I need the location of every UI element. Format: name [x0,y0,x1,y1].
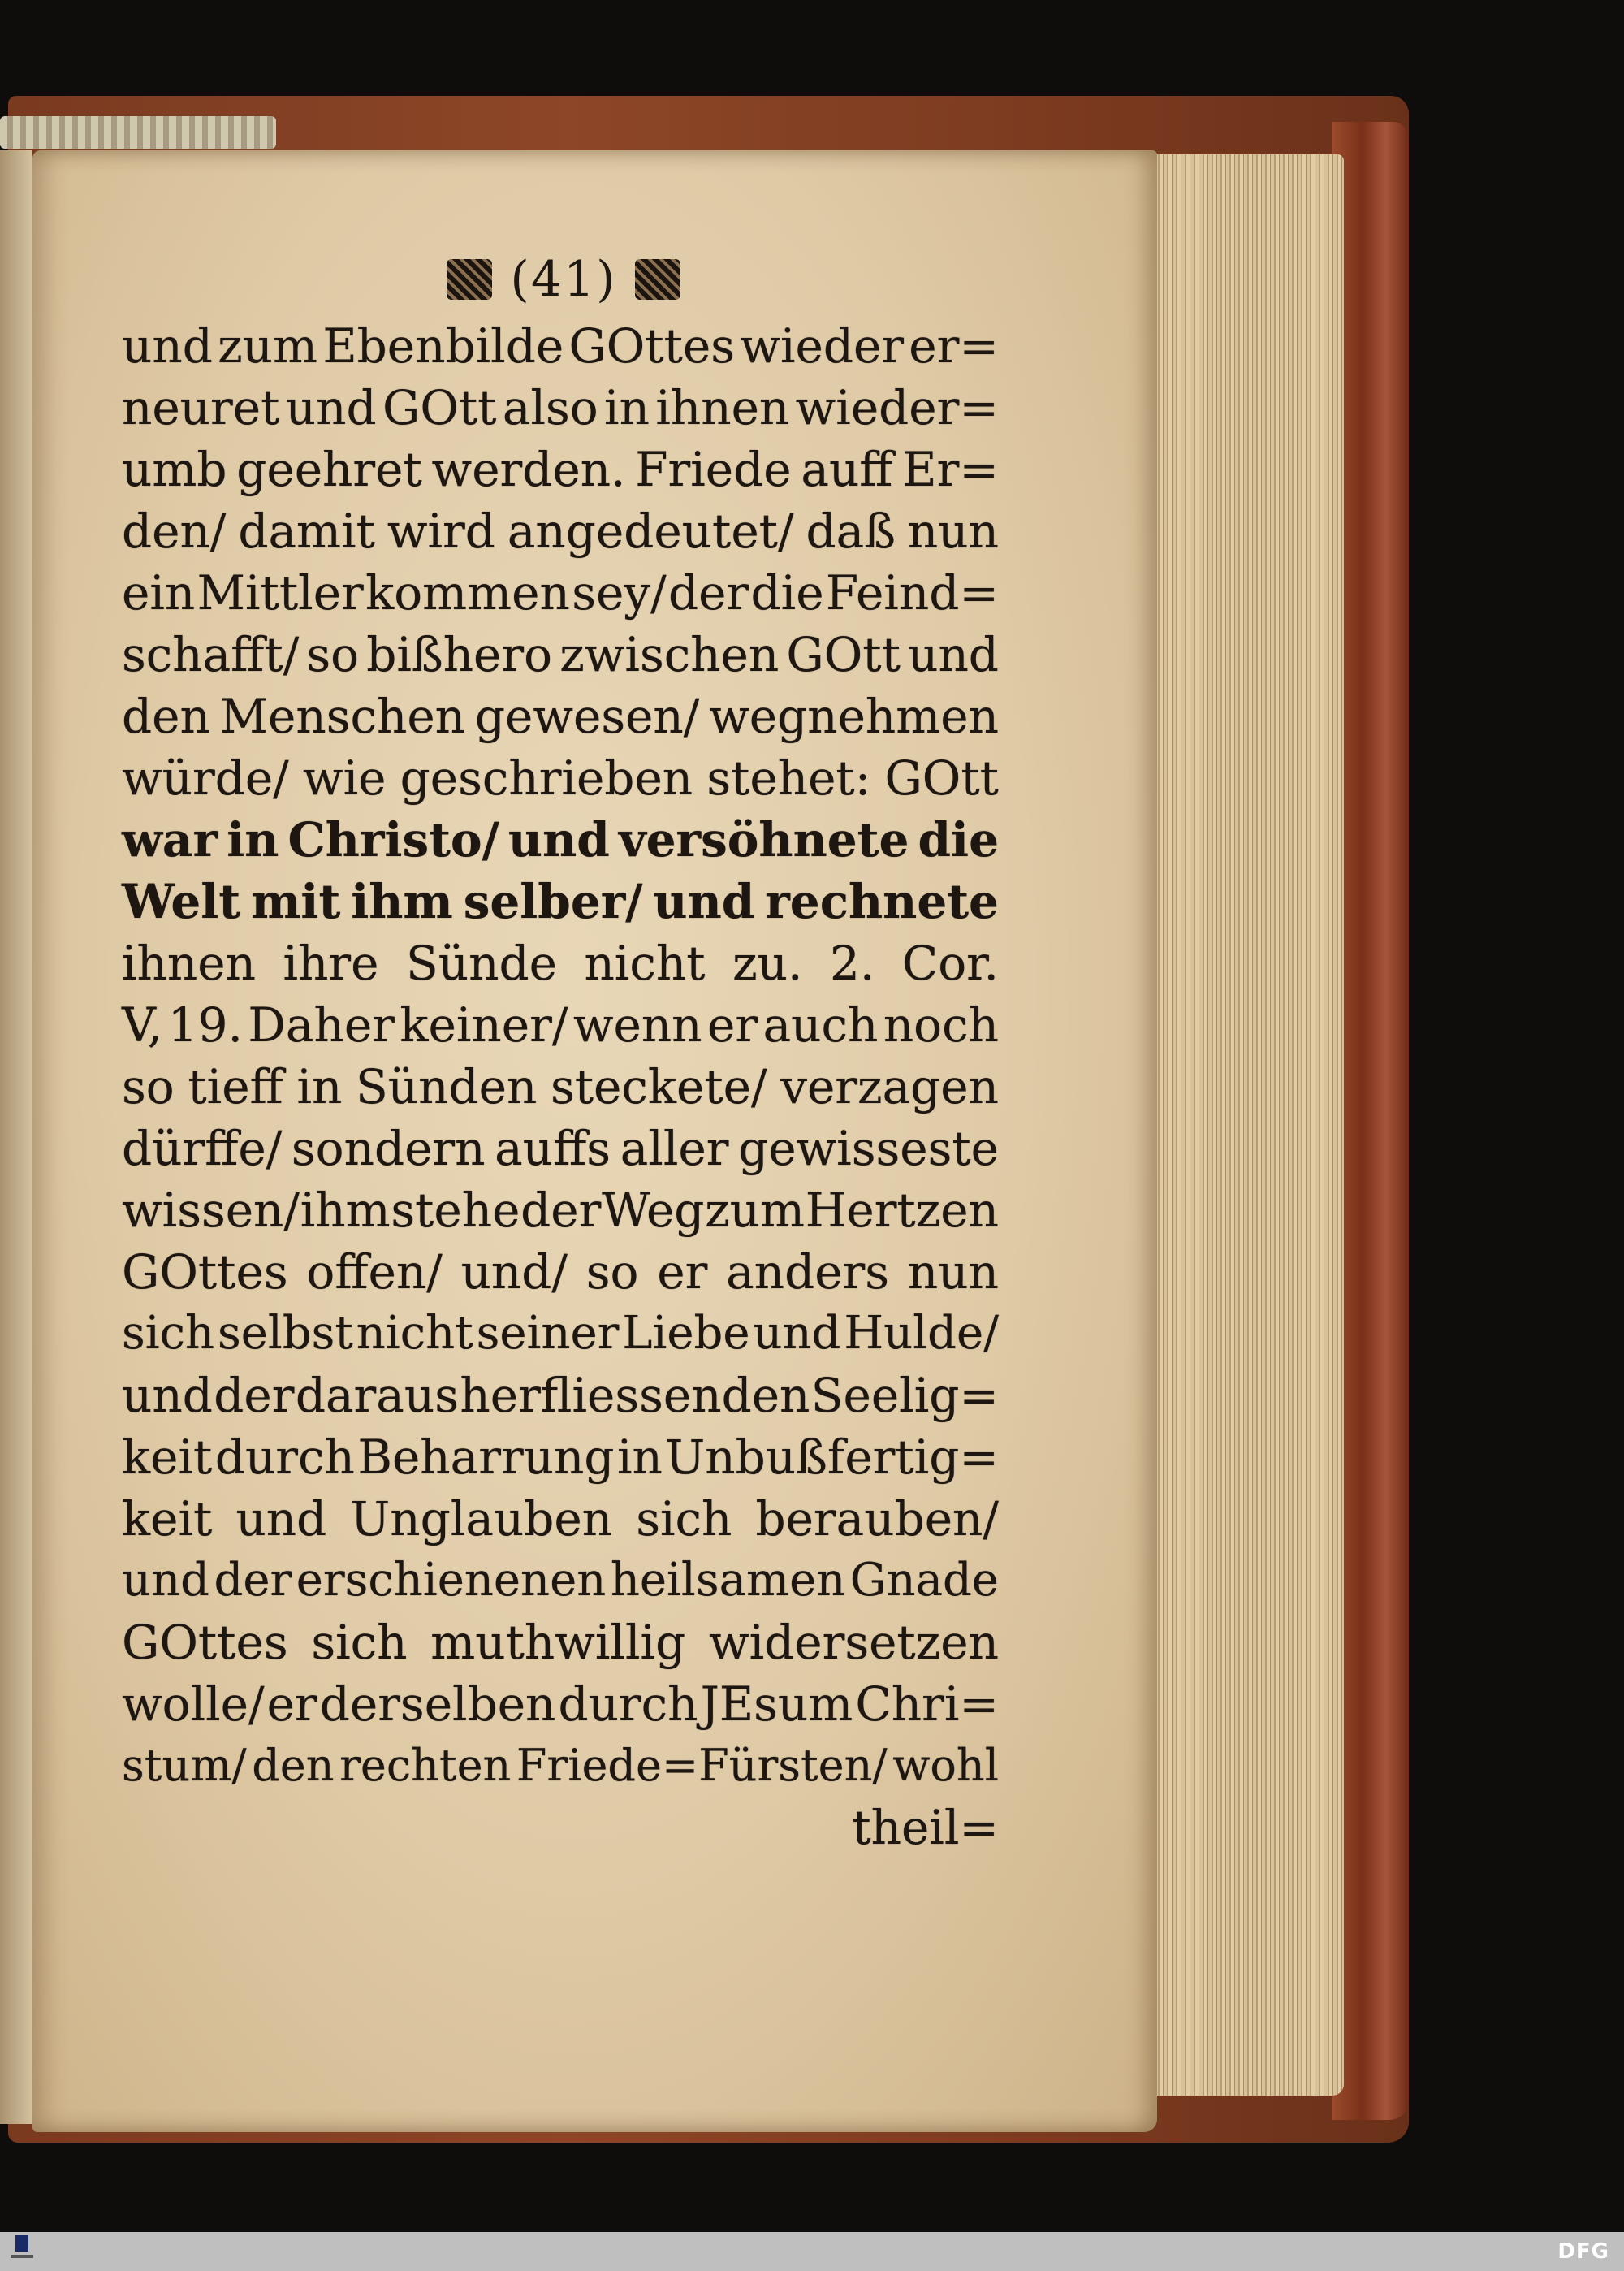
dfg-logo: DFG [1557,2239,1609,2264]
catchword: theil= [852,1800,999,1855]
text-line-emphasis: Welt mit ihm selber/ und rechnete [122,874,999,929]
facing-page-edge [0,150,32,2124]
text-line: stum/ den rechten Friede=Fürsten/ wohl [122,1740,999,1791]
text-line: wissen/ ihm stehe der Weg zum Hertzen [122,1183,999,1238]
page-fore-edge [1137,154,1344,2096]
page-text [122,315,999,1858]
text-line: und der daraus herfliessenden Seelig= [122,1368,999,1423]
text-line: V, 19. Daher keiner/ wenn er auch noch [122,997,999,1053]
library-logo-icon [10,2235,34,2268]
text-line: den Menschen gewesen/ wegnehmen [122,689,999,744]
text-line: keit und Unglauben sich berauben/ [122,1491,999,1546]
text-line: GOttes sich muthwillig widersetzen [122,1615,999,1670]
text-line: neuret und GOtt also in ihnen wieder= [122,380,999,435]
text-line: den/ damit wird angedeutet/ daß nun [122,504,999,559]
text-line: so tieff in Sünden steckete/ verzagen [122,1059,999,1114]
text-line: keit durch Beharrung in Unbußfertig= [122,1430,999,1485]
text-line: würde/ wie geschrieben stehet: GOtt [122,751,999,806]
text-line: ein Mittler kommen sey/ der die Feind= [122,565,999,621]
text-line: umb geehret werden. Friede auff Er= [122,442,999,497]
text-line: dürffe/ sondern auffs aller gewisseste [122,1121,999,1176]
viewer-footer-bar [0,2232,1624,2271]
page-number: (41) [510,251,617,308]
text-line: GOttes offen/ und/ so er anders nun [122,1244,999,1300]
ornament-icon [442,254,497,305]
text-line: und der erschienenen heilsamen Gnade [122,1554,999,1607]
text-line: wolle/ er derselben durch JEsum Chri= [122,1676,999,1732]
ornament-icon [630,254,685,305]
headband [0,116,276,149]
text-line: und zum Ebenbilde GOttes wieder er= [122,318,999,374]
text-line: sich selbst nicht seiner Liebe und Hulde/ [122,1307,999,1360]
text-line: ihnen ihre Sünde nicht zu. 2. Cor. [122,936,999,991]
text-line: schafft/ so bißhero zwischen GOtt und [122,627,999,682]
page-header [417,247,710,312]
text-line-emphasis: war in Christo/ und versöhnete die [122,812,999,867]
